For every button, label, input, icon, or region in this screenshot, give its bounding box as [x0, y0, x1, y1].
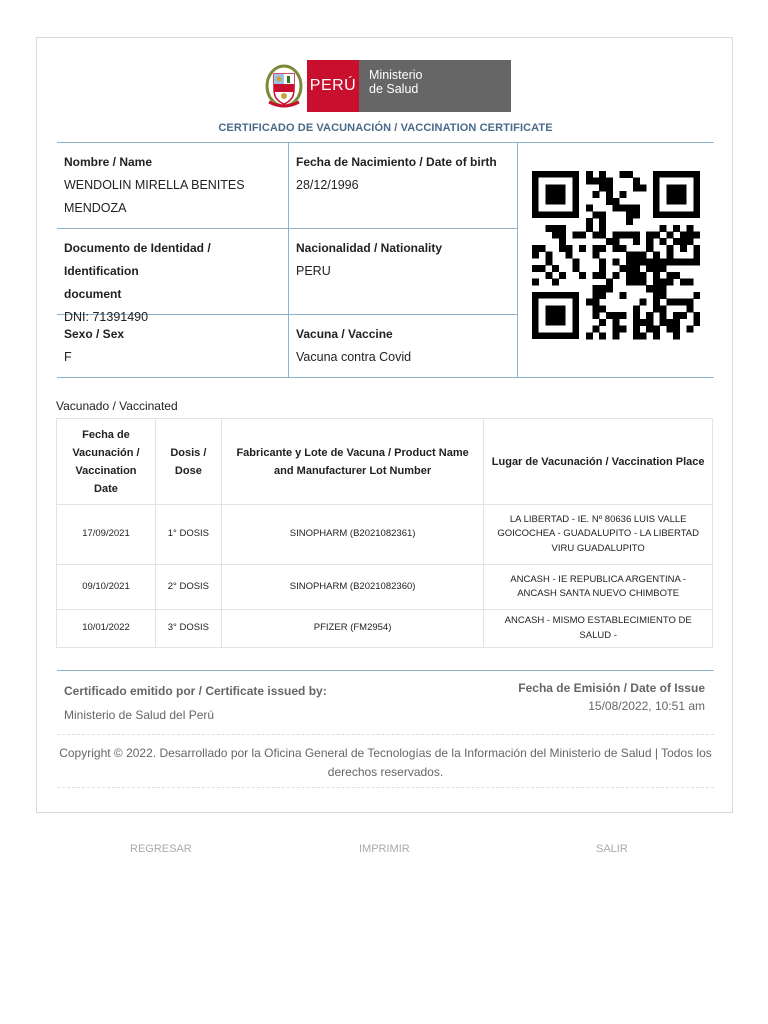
certificate-card: [36, 37, 733, 813]
name-label: Nombre / Name: [64, 155, 153, 169]
cell-place: LA LIBERTAD - IE. Nº 80636 LUIS VALLE GOICOCHEA - GUADALUPITO - LA LIBERTAD VIRU GUADALUPITO: [484, 505, 713, 565]
peru-badge: PERÚ: [307, 60, 359, 112]
ministry-logo: [265, 60, 515, 112]
cell-place: ANCASH - IE REPUBLICA ARGENTINA - ANCASH SANTA NUEVO CHIMBOTE: [484, 565, 713, 610]
coat-of-arms-icon: [265, 62, 303, 110]
personal-info-grid: [57, 142, 714, 378]
cell-place: ANCASH - MISMO ESTABLECIMIENTO DE SALUD -: [484, 610, 713, 648]
ministry-badge: [359, 60, 511, 112]
col-header-dose: Dosis / Dose: [155, 419, 221, 505]
sex-cell: [57, 315, 288, 377]
cell-product: SINOPHARM (B2021082360): [221, 565, 483, 610]
cell-date: 17/09/2021: [57, 505, 156, 565]
issued-by-value: Ministerio de Salud del Perú: [64, 708, 215, 722]
name-value-line1: WENDOLIN MIRELLA BENITES: [64, 178, 245, 192]
issue-date-value: 15/08/2022, 10:51 am: [588, 699, 705, 713]
exit-button[interactable]: SALIR: [596, 843, 628, 855]
cell-dose: 1° DOSIS: [155, 505, 221, 565]
cell-date: 09/10/2021: [57, 565, 156, 610]
sex-value: F: [64, 350, 72, 364]
cell-product: SINOPHARM (B2021082361): [221, 505, 483, 565]
dob-value: 28/12/1996: [296, 178, 359, 192]
table-row: [57, 505, 713, 565]
certificate-title: CERTIFICADO DE VACUNACIÓN / VACCINATION CERTIFICATE: [218, 122, 553, 134]
nationality-value: PERU: [296, 264, 331, 278]
cell-dose: 3° DOSIS: [155, 610, 221, 648]
id-value: DNI: 71391490: [64, 310, 149, 324]
col-header-product: Fabricante y Lote de Vacuna / Product Name and Manufacturer Lot Number: [221, 419, 483, 505]
sex-label: Sexo / Sex: [64, 327, 125, 341]
col-header-place: Lugar de Vacunación / Vaccination Place: [484, 419, 713, 505]
issue-date-label: Fecha de Emisión / Date of Issue: [518, 681, 705, 695]
table-row: [57, 565, 713, 610]
table-header-row: [57, 419, 713, 505]
qr-code: [532, 171, 700, 341]
vaccine-label: Vacuna / Vaccine: [296, 327, 393, 341]
vaccine-cell: [289, 315, 517, 377]
print-button[interactable]: IMPRIMIR: [359, 843, 410, 855]
cell-date: 10/01/2022: [57, 610, 156, 648]
vaccination-table: [56, 418, 713, 648]
ministry-line1: Ministerio: [369, 68, 423, 82]
dob-cell: [289, 143, 517, 205]
issued-by-label: Certificado emitido por / Certificate issued by:: [64, 684, 327, 698]
vaccine-value: Vacuna contra Covid: [296, 350, 412, 364]
cell-dose: 2° DOSIS: [155, 565, 221, 610]
cell-product: PFIZER (FM2954): [221, 610, 483, 648]
id-label-line2: document: [64, 287, 122, 301]
col-header-date: Fecha de Vacunación / Vaccination Date: [57, 419, 156, 505]
name-cell: [57, 143, 288, 228]
ministry-line2: de Salud: [369, 82, 419, 96]
divider: [517, 143, 518, 378]
divider: [57, 787, 714, 788]
table-row: [57, 610, 713, 648]
dob-label: Fecha de Nacimiento / Date of birth: [296, 155, 497, 169]
copyright-text: Copyright © 2022. Desarrollado por la Oficina General de Tecnologías de la Información del Ministerio de Salud | Todos los derechos reservados.: [59, 746, 712, 779]
nationality-label: Nacionalidad / Nationality: [296, 241, 443, 255]
footer-divider: [57, 670, 714, 671]
nationality-cell: [289, 229, 517, 291]
id-label-line1: Documento de Identidad / Identification: [64, 241, 211, 278]
vaccinated-label: Vacunado / Vaccinated: [56, 399, 178, 413]
name-value-line2: MENDOZA: [64, 201, 127, 215]
divider: [57, 734, 714, 735]
back-button[interactable]: REGRESAR: [130, 843, 192, 855]
